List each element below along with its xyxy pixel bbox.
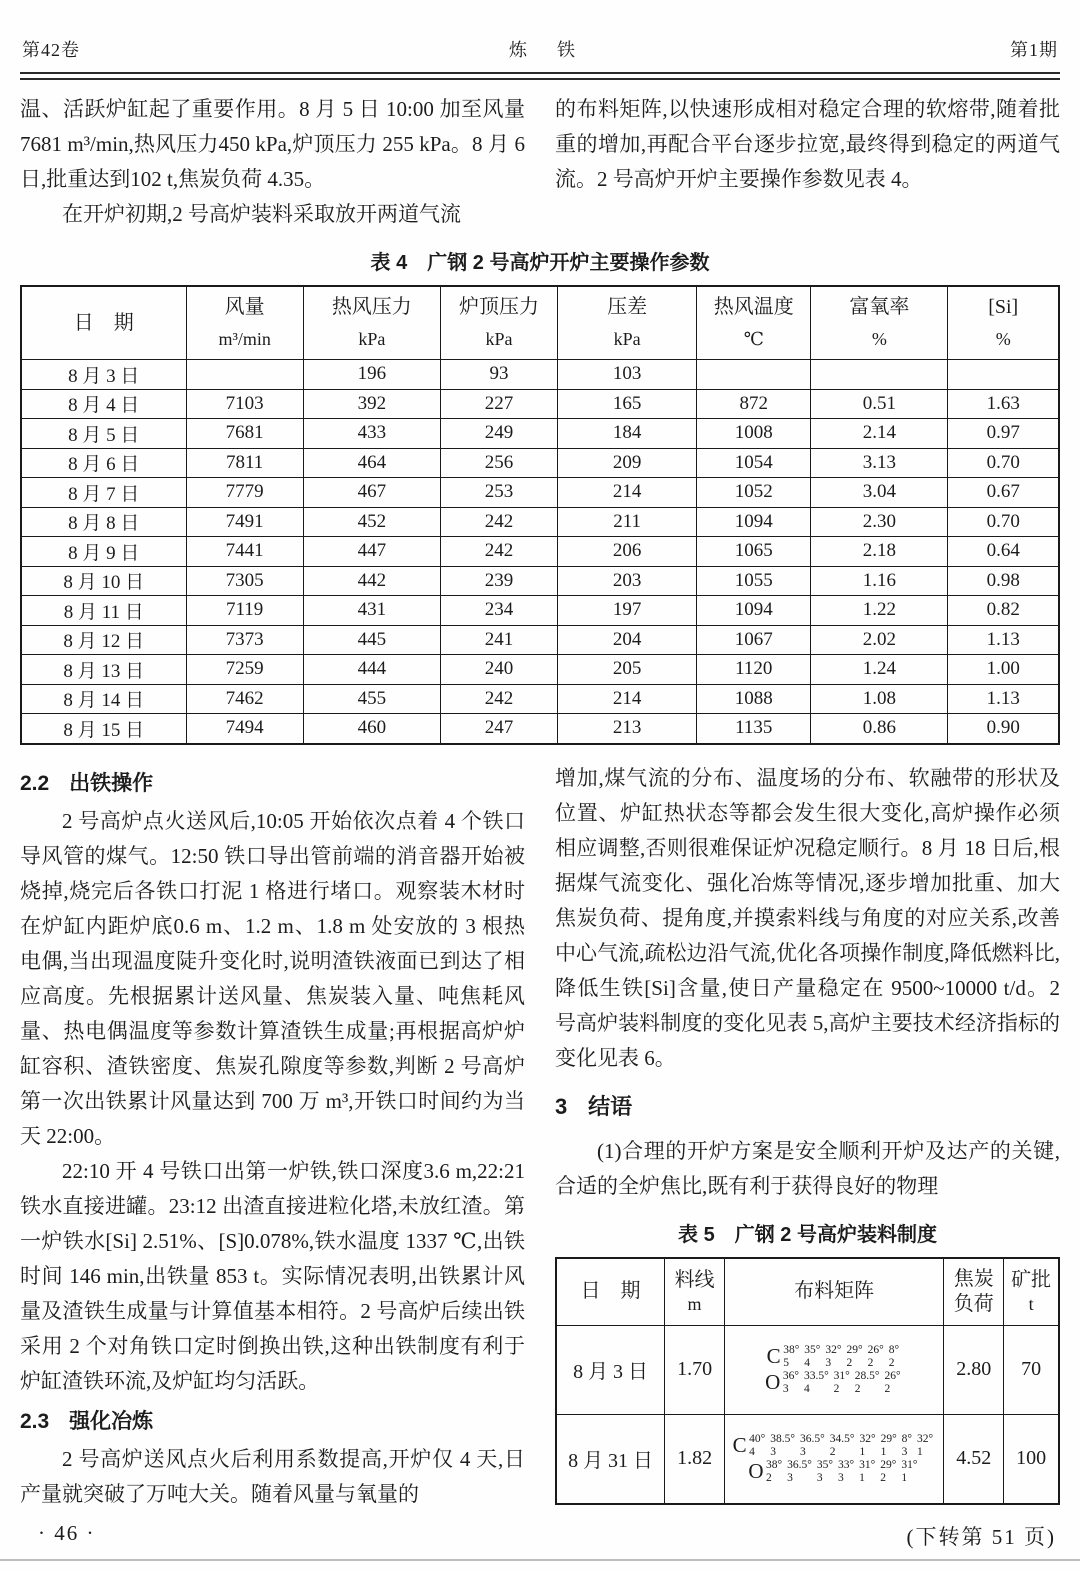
table4-col-header: 日 期: [21, 286, 186, 360]
table4-label: 表 4: [370, 252, 408, 274]
table-cell: 8 月 14 日: [21, 684, 186, 714]
col-header-coke-load: 焦炭 负荷: [944, 1258, 1004, 1326]
section-number: 3: [555, 1093, 568, 1119]
table-cell: 1008: [697, 419, 811, 449]
table-cell: 1.08: [811, 684, 948, 714]
table4-body: [21, 360, 1059, 744]
table-cell: [948, 360, 1059, 390]
table-row: [21, 655, 1059, 685]
table-cell: 184: [558, 419, 697, 449]
table4-block: [20, 246, 1060, 745]
table-cell: 241: [440, 625, 557, 655]
table-cell: 1.22: [811, 596, 948, 626]
table-row: [556, 1414, 1059, 1504]
table-cell: 240: [440, 655, 557, 685]
table4-col-header: 压差 kPa: [558, 286, 697, 360]
journal-title: 炼 铁: [509, 40, 581, 60]
burden-matrix-cell: [724, 1414, 943, 1504]
table-cell: 0.70: [948, 448, 1059, 478]
table-cell: 7305: [186, 566, 303, 596]
table-row: [21, 478, 1059, 508]
table4-col-header: 热风温度 ℃: [697, 286, 811, 360]
table-cell: 0.98: [948, 566, 1059, 596]
table5-title: [555, 1218, 1060, 1247]
table4-col-header: 风量 m³/min: [186, 286, 303, 360]
table-cell: 1.00: [948, 655, 1059, 685]
table-cell: 197: [558, 596, 697, 626]
table4-col-header: 炉顶压力 kPa: [440, 286, 557, 360]
table-cell: 444: [303, 655, 440, 685]
table-cell: 8 月 3 日: [21, 360, 186, 390]
matrix-line: C 40° 4 38.5° 3 36.5° 3 34.5° 2 32° 1 29° 1 8° 3 32° 1: [732, 1432, 934, 1458]
table4-col-header: [Si] %: [948, 286, 1059, 360]
table-cell: 213: [558, 714, 697, 744]
table-cell: 8 月 9 日: [21, 537, 186, 567]
table-cell: 203: [558, 566, 697, 596]
paragraph: 2 号高炉点火送风后,10:05 开始依次点着 4 个铁口导风管的煤气。12:50 铁口导出管前端的消音器开始被烧掉,烧完后各铁口打泥 1 格进行堵口。观察装木材时在炉缸内距炉底0.6 m、1.2 m、1.8 m 处安放的 3 根热电偶,当出现温度陡升变化时,说明渣铁液面已到达了相应高度。先根据累计送风量、焦炭装入量、吨焦耗风量、热电偶温度等参数计算渣铁生成量;再根据高炉炉缸容积、渣铁密度、焦炭孔隙度等参数,判断 2 号高炉第一次出铁累计风量达到 700 万 m³,开铁口时间约为当天 22:00。: [20, 808, 525, 1148]
table-cell: 8 月 13 日: [21, 655, 186, 685]
table-row: [556, 1325, 1059, 1414]
running-head: [0, 0, 1080, 72]
table-cell: 1135: [697, 714, 811, 744]
table-cell: 460: [303, 714, 440, 744]
table-cell: 7491: [186, 507, 303, 537]
table-cell: 247: [440, 714, 557, 744]
table-cell: 0.82: [948, 596, 1059, 626]
table-cell: 0.86: [811, 714, 948, 744]
table-cell: 447: [303, 537, 440, 567]
table-cell: 103: [558, 360, 697, 390]
table-cell: 0.97: [948, 419, 1059, 449]
table-cell: 0.70: [948, 507, 1059, 537]
table5-body: [556, 1325, 1059, 1504]
table-cell: 205: [558, 655, 697, 685]
table-row: [21, 419, 1059, 449]
table4-header: [21, 286, 1059, 360]
continued-note: (下转第 51 页): [906, 1524, 1056, 1549]
table-cell: 2.02: [811, 625, 948, 655]
right-column: [555, 761, 1060, 1551]
table-cell: 7681: [186, 419, 303, 449]
table-cell: 8 月 11 日: [21, 596, 186, 626]
table-cell: 206: [558, 537, 697, 567]
table-cell: 7494: [186, 714, 303, 744]
table-cell: 8 月 4 日: [21, 389, 186, 419]
col-header-matrix: 布料矩阵: [724, 1258, 943, 1326]
table4-title: [20, 246, 1060, 275]
table-cell: 8 月 12 日: [21, 625, 186, 655]
table-cell: 431: [303, 596, 440, 626]
operating-parameters-table: [20, 285, 1060, 745]
intro-columns: [20, 92, 1060, 232]
table-cell: 1094: [697, 507, 811, 537]
table-cell: 249: [440, 419, 557, 449]
table5-header: [556, 1258, 1059, 1326]
table-cell: 0.90: [948, 714, 1059, 744]
issue-label: 第1期: [1010, 40, 1058, 60]
table-cell: 445: [303, 625, 440, 655]
table-cell: 1.63: [948, 389, 1059, 419]
table-cell: 93: [440, 360, 557, 390]
table-cell: 1094: [697, 596, 811, 626]
table-cell: 100: [1004, 1414, 1059, 1504]
table-row: [21, 360, 1059, 390]
table-row: [21, 596, 1059, 626]
intro-right-column: [555, 92, 1060, 232]
paragraph: 温、活跃炉缸起了重要作用。8 月 5 日 10:00 加至风量7681 m³/min,热风压力450 kPa,炉顶压力 255 kPa。8 月 6 日,批重达到102 t,焦炭负荷 4.35。: [20, 97, 525, 191]
table-cell: 239: [440, 566, 557, 596]
col-header-ore-batch: 矿批 t: [1004, 1258, 1059, 1326]
table-cell: 7103: [186, 389, 303, 419]
paragraph: 2 号高炉送风点火后利用系数提高,开炉仅 4 天,日产量就突破了万吨大关。随着风量与氧量的: [20, 1446, 525, 1506]
section-heading-2-2: [20, 769, 525, 799]
left-column: [20, 761, 525, 1551]
table-cell: 242: [440, 537, 557, 567]
table-cell: 234: [440, 596, 557, 626]
table-cell: 1.70: [665, 1325, 725, 1414]
table-row: [21, 714, 1059, 744]
table-row: [21, 537, 1059, 567]
main-columns: [20, 761, 1060, 1551]
table-cell: 165: [558, 389, 697, 419]
table-cell: 872: [697, 389, 811, 419]
table-cell: 1054: [697, 448, 811, 478]
table-cell: 70: [1004, 1325, 1059, 1414]
table-cell: 7811: [186, 448, 303, 478]
table-cell: 464: [303, 448, 440, 478]
paragraph: 的布料矩阵,以快速形成相对稳定合理的软熔带,随着批重的增加,再配合平台逐步拉宽,最终得到稳定的两道气流。2 号高炉开炉主要操作参数见表 4。: [555, 97, 1060, 191]
table-cell: 214: [558, 478, 697, 508]
header-rule: [20, 72, 1060, 80]
table-cell: 2.80: [944, 1325, 1004, 1414]
table-cell: 0.67: [948, 478, 1059, 508]
matrix-line: O 38° 2 36.5° 3 35° 3 33° 3 31° 1 29° 2 31° 1: [748, 1458, 918, 1484]
charging-system-table: [555, 1257, 1060, 1505]
section-number: 2.2: [20, 771, 50, 795]
table-cell: 1088: [697, 684, 811, 714]
table-cell: 204: [558, 625, 697, 655]
table-cell: 7441: [186, 537, 303, 567]
table-cell: 433: [303, 419, 440, 449]
section-title: 强化冶炼: [69, 1409, 154, 1433]
table5-caption: 广钢 2 号高炉装料制度: [734, 1223, 937, 1246]
section-title: 出铁操作: [69, 771, 154, 795]
table-cell: 467: [303, 478, 440, 508]
table-cell: 1120: [697, 655, 811, 685]
table-cell: 1065: [697, 537, 811, 567]
table-cell: 7259: [186, 655, 303, 685]
table4-col-header: 富氧率 %: [811, 286, 948, 360]
paragraph: (1)合理的开炉方案是安全顺利开炉及达产的关键,合适的全炉焦比,既有利于获得良好的物理: [555, 1138, 1060, 1198]
table-cell: [811, 360, 948, 390]
table-cell: 3.13: [811, 448, 948, 478]
page-number: · 46 ·: [38, 1521, 96, 1545]
table-cell: 1.13: [948, 625, 1059, 655]
section-number: 2.3: [20, 1409, 50, 1433]
table-cell: 196: [303, 360, 440, 390]
table-cell: 214: [558, 684, 697, 714]
table-cell: [697, 360, 811, 390]
table-cell: 8 月 8 日: [21, 507, 186, 537]
table-cell: 8 月 7 日: [21, 478, 186, 508]
table-cell: 209: [558, 448, 697, 478]
paragraph: 在开炉初期,2 号高炉装料采取放开两道气流: [62, 202, 461, 226]
table-cell: 3.04: [811, 478, 948, 508]
table-cell: 455: [303, 684, 440, 714]
table-cell: 1.24: [811, 655, 948, 685]
table-cell: 256: [440, 448, 557, 478]
table-cell: 1.13: [948, 684, 1059, 714]
table-row: [21, 625, 1059, 655]
table-cell: 1.16: [811, 566, 948, 596]
matrix-line: O 36° 3 33.5° 4 31° 2 28.5° 2 26° 2: [765, 1369, 901, 1395]
table-cell: 2.18: [811, 537, 948, 567]
table-cell: 1055: [697, 566, 811, 596]
table-cell: 442: [303, 566, 440, 596]
table-cell: 452: [303, 507, 440, 537]
table-cell: 242: [440, 507, 557, 537]
table-cell: 1.82: [665, 1414, 725, 1504]
table-cell: 4.52: [944, 1414, 1004, 1504]
matrix-line: C 38° 5 35° 4 32° 3 29° 2 26° 2 8° 2: [766, 1343, 900, 1369]
table-cell: 7779: [186, 478, 303, 508]
table-cell: 7373: [186, 625, 303, 655]
table-cell: 2.14: [811, 419, 948, 449]
section-title: 结语: [588, 1093, 633, 1119]
volume-label: 第42卷: [22, 40, 80, 60]
table-row: [21, 389, 1059, 419]
table-cell: 1052: [697, 478, 811, 508]
paragraph: 增加,煤气流的分布、温度场的分布、软融带的形状及位置、炉缸热状态等都会发生很大变化,高炉操作必须相应调整,否则很难保证炉况稳定顺行。8 月 18 日后,根据煤气流变化、强化冶炼等情况,逐步增加批重、加大焦炭负荷、提角度,并摸索料线与角度的对应关系,改善中心气流,疏松边沿气流,优化各项操作制度,降低燃料比,降低生铁[Si]含量,使日产量稳定在 9500~10000 t/d。2 号高炉装料制度的变化见表 5,高炉主要技术经济指标的变化见表 6。: [555, 765, 1060, 1070]
intro-left-column: [20, 92, 525, 232]
table-cell: 8 月 6 日: [21, 448, 186, 478]
table-cell: 7119: [186, 596, 303, 626]
table-cell: 253: [440, 478, 557, 508]
table-cell: 7462: [186, 684, 303, 714]
table-row: [21, 566, 1059, 596]
page-body: [0, 92, 1080, 1551]
table-cell: 211: [558, 507, 697, 537]
paragraph: 22:10 开 4 号铁口出第一炉铁,铁口深度3.6 m,22:21 铁水直接进罐。23:12 出渣直接进粒化塔,未放红渣。第一炉铁水[Si] 2.51%、[S]0.078%,铁水温度 1337 ℃,出铁时间 146 min,出铁量 853 t。实际情况表明,出铁累计风量及渣铁生成量与计算值基本相符。2 号高炉后续出铁采用 2 个对角铁口定时倒换出铁,这种出铁制度有利于炉缸渣铁环流,及炉缸均匀活跃。: [20, 1158, 525, 1393]
table-row: [21, 448, 1059, 478]
table-cell: 392: [303, 389, 440, 419]
table5-label: 表 5: [678, 1223, 715, 1246]
table-cell: 8 月 31 日: [556, 1414, 665, 1504]
col-header-stockline: 料线 m: [665, 1258, 725, 1326]
table-row: [21, 507, 1059, 537]
table-cell: 2.30: [811, 507, 948, 537]
table-row: [21, 684, 1059, 714]
table5-block: [555, 1218, 1060, 1505]
table-cell: 8 月 5 日: [21, 419, 186, 449]
table4-caption: 广钢 2 号高炉开炉主要操作参数: [427, 252, 710, 274]
table-cell: 8 月 10 日: [21, 566, 186, 596]
scan-edge: [0, 1559, 1080, 1561]
table-cell: 242: [440, 684, 557, 714]
table-cell: 8 月 3 日: [556, 1325, 665, 1414]
table-cell: 0.51: [811, 389, 948, 419]
burden-matrix-cell: [724, 1325, 943, 1414]
table-cell: 1067: [697, 625, 811, 655]
col-header-date: 日 期: [556, 1258, 665, 1326]
table-cell: 227: [440, 389, 557, 419]
section-heading-3: [555, 1092, 1060, 1122]
section-heading-2-3: [20, 1407, 525, 1437]
table4-col-header: 热风压力 kPa: [303, 286, 440, 360]
table-cell: 8 月 15 日: [21, 714, 186, 744]
table-cell: [186, 360, 303, 390]
table-cell: 0.64: [948, 537, 1059, 567]
